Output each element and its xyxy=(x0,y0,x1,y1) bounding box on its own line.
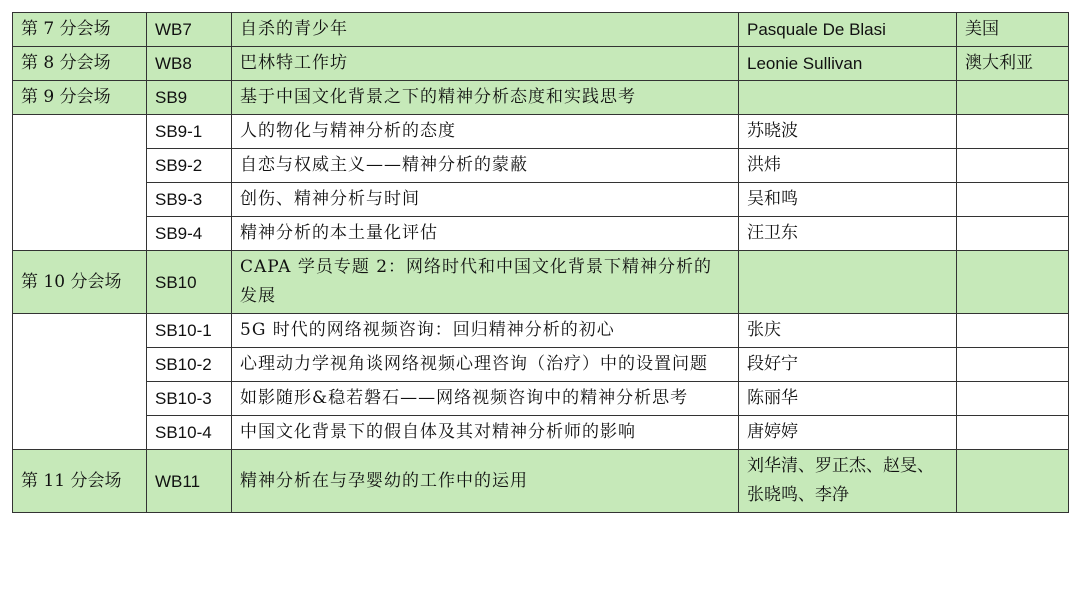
title-cell: 人的物化与精神分析的态度 xyxy=(232,115,739,149)
session-cell: 第 10 分会场 xyxy=(13,251,147,314)
code-cell: SB9-3 xyxy=(147,183,232,217)
country-cell xyxy=(957,314,1069,348)
table-row xyxy=(13,314,1069,348)
country-cell: 澳大利亚 xyxy=(957,47,1069,81)
title-cell: 基于中国文化背景之下的精神分析态度和实践思考 xyxy=(232,81,739,115)
speaker-cell: 段好宁 xyxy=(739,348,957,382)
country-cell xyxy=(957,217,1069,251)
speaker-cell: 刘华清、罗正杰、赵旻、张晓鸣、李净 xyxy=(739,450,957,513)
table-row xyxy=(13,251,1069,314)
country-cell xyxy=(957,81,1069,115)
speaker-cell xyxy=(739,81,957,115)
session-cell: 第 7 分会场 xyxy=(13,13,147,47)
schedule-body xyxy=(13,13,1069,513)
schedule-table xyxy=(12,12,1069,513)
code-cell: WB7 xyxy=(147,13,232,47)
session-cell: 第 11 分会场 xyxy=(13,450,147,513)
speaker-cell: 汪卫东 xyxy=(739,217,957,251)
country-cell xyxy=(957,251,1069,314)
table-row xyxy=(13,183,1069,217)
speaker-cell: 张庆 xyxy=(739,314,957,348)
table-row xyxy=(13,382,1069,416)
title-cell: 5G 时代的网络视频咨询：回归精神分析的初心 xyxy=(232,314,739,348)
title-cell: CAPA 学员专题 2：网络时代和中国文化背景下精神分析的发展 xyxy=(232,251,739,314)
code-cell: SB10-2 xyxy=(147,348,232,382)
table-row xyxy=(13,416,1069,450)
code-cell: SB9-1 xyxy=(147,115,232,149)
table-row xyxy=(13,217,1069,251)
speaker-cell: 唐婷婷 xyxy=(739,416,957,450)
code-cell: SB10 xyxy=(147,251,232,314)
speaker-cell: Pasquale De Blasi xyxy=(739,13,957,47)
session-cell: 第 8 分会场 xyxy=(13,47,147,81)
title-cell: 中国文化背景下的假自体及其对精神分析师的影响 xyxy=(232,416,739,450)
country-cell xyxy=(957,115,1069,149)
speaker-cell: 吴和鸣 xyxy=(739,183,957,217)
session-cell-empty xyxy=(13,314,147,450)
title-cell: 精神分析的本土量化评估 xyxy=(232,217,739,251)
code-cell: SB10-3 xyxy=(147,382,232,416)
code-cell: SB9-4 xyxy=(147,217,232,251)
title-cell: 巴林特工作坊 xyxy=(232,47,739,81)
speaker-cell: Leonie Sullivan xyxy=(739,47,957,81)
session-cell-empty xyxy=(13,115,147,251)
title-cell: 心理动力学视角谈网络视频心理咨询（治疗）中的设置问题 xyxy=(232,348,739,382)
table-row xyxy=(13,115,1069,149)
title-cell: 精神分析在与孕婴幼的工作中的运用 xyxy=(232,450,739,513)
table-row xyxy=(13,47,1069,81)
code-cell: SB9-2 xyxy=(147,149,232,183)
country-cell xyxy=(957,382,1069,416)
title-cell: 创伤、精神分析与时间 xyxy=(232,183,739,217)
country-cell xyxy=(957,149,1069,183)
speaker-cell xyxy=(739,251,957,314)
country-cell: 美国 xyxy=(957,13,1069,47)
country-cell xyxy=(957,416,1069,450)
table-row xyxy=(13,450,1069,513)
country-cell xyxy=(957,183,1069,217)
speaker-cell: 陈丽华 xyxy=(739,382,957,416)
code-cell: WB8 xyxy=(147,47,232,81)
country-cell xyxy=(957,450,1069,513)
speaker-cell: 洪炜 xyxy=(739,149,957,183)
code-cell: WB11 xyxy=(147,450,232,513)
country-cell xyxy=(957,348,1069,382)
table-row xyxy=(13,81,1069,115)
title-cell: 如影随形&稳若磐石——网络视频咨询中的精神分析思考 xyxy=(232,382,739,416)
title-cell: 自恋与权威主义——精神分析的蒙蔽 xyxy=(232,149,739,183)
title-cell: 自杀的青少年 xyxy=(232,13,739,47)
code-cell: SB10-1 xyxy=(147,314,232,348)
code-cell: SB10-4 xyxy=(147,416,232,450)
session-cell: 第 9 分会场 xyxy=(13,81,147,115)
code-cell: SB9 xyxy=(147,81,232,115)
table-row xyxy=(13,348,1069,382)
table-row xyxy=(13,13,1069,47)
table-row xyxy=(13,149,1069,183)
speaker-cell: 苏晓波 xyxy=(739,115,957,149)
